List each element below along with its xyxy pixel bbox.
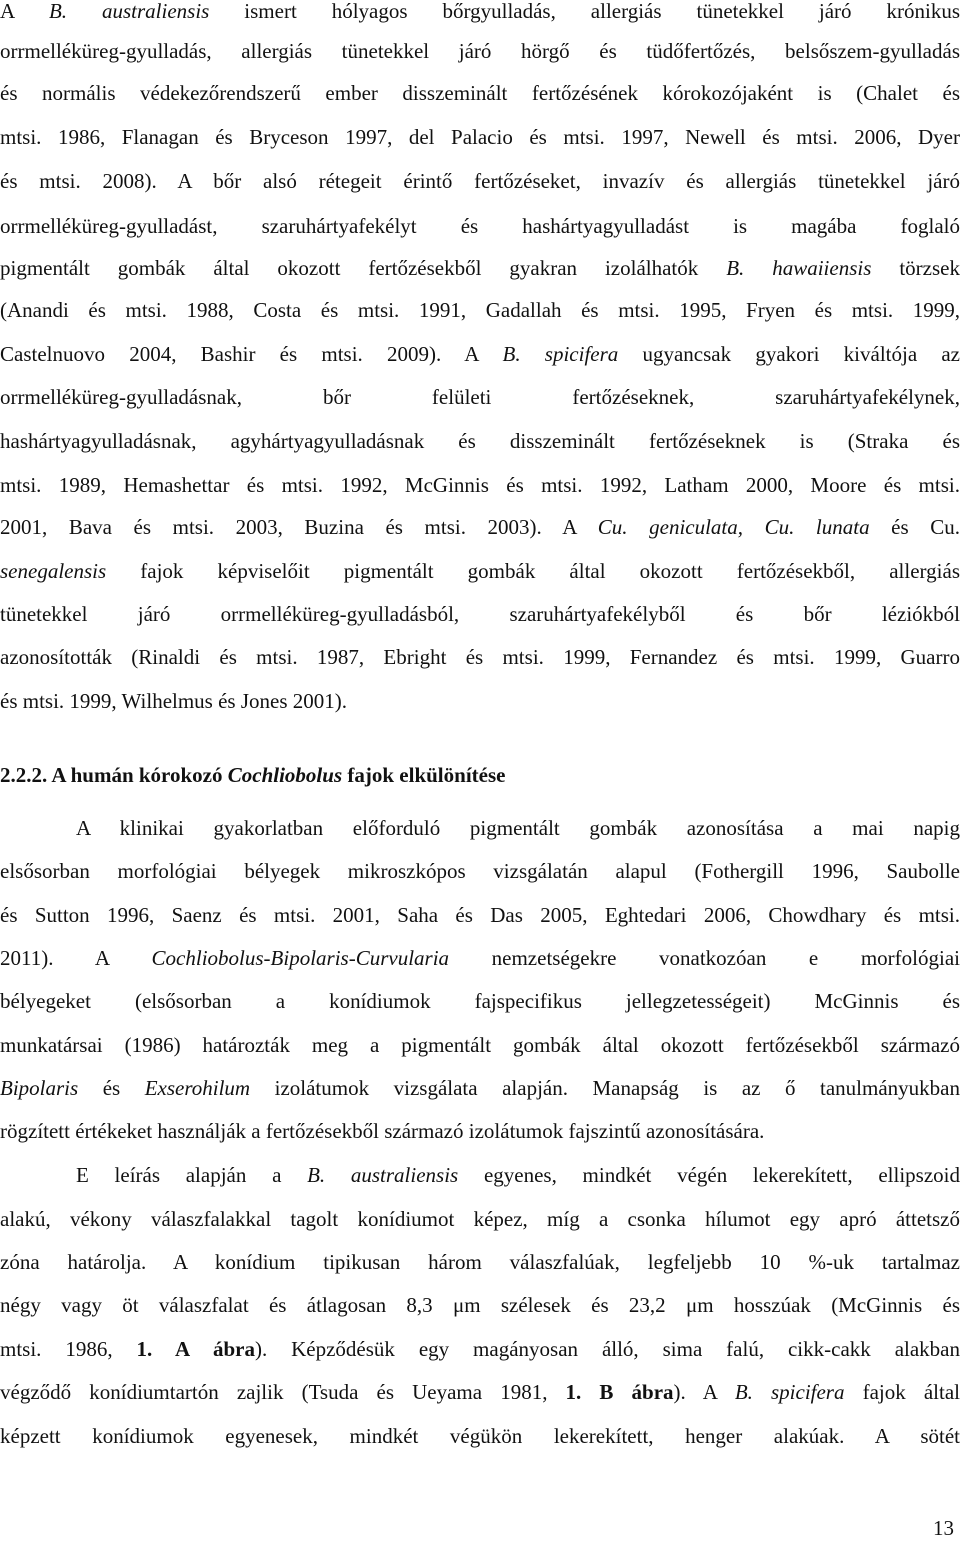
paragraph-line: elsősorban morfológiai bélyegek mikroszkópos vizsgálatán alapul (Fothergill 1996, Saubolle: [0, 859, 960, 883]
paragraph-line: 2011). A Cochliobolus-Bipolaris-Curvularia nemzetségekre vonatkozóan e morfológiai: [0, 946, 960, 970]
paragraph-line: senegalensis fajok képviselőit pigmentált gombák által okozott fertőzésekből, allergiás: [0, 559, 960, 583]
paragraph-line: A B. australiensis ismert hólyagos bőrgyulladás, allergiás tünetekkel járó krónikus: [0, 0, 960, 23]
paragraph-line: bélyegeket (elsősorban a konídiumok fajspecifikus jellegzetességeit) McGinnis és: [0, 989, 960, 1013]
paragraph-line: zóna határolja. A konídium tipikusan három válaszfalúak, legfeljebb 10 %-uk tartalmaz: [0, 1250, 960, 1274]
paragraph-line: rögzített értékeket használják a fertőzésekből származó izolátumok fajszintű azonosítására.: [0, 1119, 765, 1143]
paragraph-line: (Anandi és mtsi. 1988, Costa és mtsi. 1991, Gadallah és mtsi. 1995, Fryen és mtsi. 1999,: [0, 298, 960, 322]
paragraph-line: végződő konídiumtartón zajlik (Tsuda és Ueyama 1981, 1. B ábra). A B. spicifera fajok által: [0, 1380, 960, 1404]
paragraph-line: mtsi. 1989, Hemashettar és mtsi. 1992, McGinnis és mtsi. 1992, Latham 2000, Moore és mtsi.: [0, 473, 960, 497]
paragraph-line: orrmelléküreg-gyulladásnak, bőr felületi fertőzéseknek, szaruhártyafekélynek,: [0, 385, 960, 409]
paragraph-line: orrmelléküreg-gyulladás, allergiás tünetekkel járó hörgő és tüdőfertőzés, belsőszem-gyulladás: [0, 39, 960, 63]
paragraph-line: és normális védekezőrendszerű ember disszeminált fertőzésének kórokozójaként is (Chalet és: [0, 81, 960, 105]
section-heading: 2.2.2. A humán kórokozó Cochliobolus fajok elkülönítése: [0, 763, 506, 787]
paragraph-line: A klinikai gyakorlatban előforduló pigmentált gombák azonosítása a mai napig: [76, 816, 960, 840]
paragraph-line: és mtsi. 2008). A bőr alsó rétegeit érintő fertőzéseket, invazív és allergiás tünetekkel járó: [0, 169, 960, 193]
paragraph-line: E leírás alapján a B. australiensis egyenes, mindkét végén lekerekített, ellipszoid: [76, 1163, 960, 1187]
paragraph-line: alakú, vékony válaszfalakkal tagolt konídiumot képez, míg a csonka hílumot egy apró áttetsző: [0, 1207, 960, 1231]
paragraph-line: képzett konídiumok egyenesek, mindkét végükön lekerekített, henger alakúak. A sötét: [0, 1424, 960, 1448]
paragraph-line: mtsi. 1986, 1. A ábra). Képződésük egy magányosan álló, sima falú, cikk-cakk alakban: [0, 1337, 960, 1361]
paragraph-line: Castelnuovo 2004, Bashir és mtsi. 2009). A B. spicifera ugyancsak gyakori kiváltója az: [0, 342, 960, 366]
paragraph-line: pigmentált gombák által okozott fertőzésekből gyakran izolálhatók B. hawaiiensis törzsek: [0, 256, 960, 280]
paragraph-line: és mtsi. 1999, Wilhelmus és Jones 2001).: [0, 689, 348, 713]
paragraph-line: tünetekkel járó orrmelléküreg-gyulladásból, szaruhártyafekélyből és bőr léziókból: [0, 602, 960, 626]
paragraph-line: és Sutton 1996, Saenz és mtsi. 2001, Saha és Das 2005, Eghtedari 2006, Chowdhary és mtsi.: [0, 903, 960, 927]
paragraph-line: azonosították (Rinaldi és mtsi. 1987, Ebright és mtsi. 1999, Fernandez és mtsi. 1999, Guarro: [0, 645, 960, 669]
paragraph-line: mtsi. 1986, Flanagan és Bryceson 1997, del Palacio és mtsi. 1997, Newell és mtsi. 2006, Dyer: [0, 125, 960, 149]
paragraph-line: Bipolaris és Exserohilum izolátumok vizsgálata alapján. Manapság is az ő tanulmányukban: [0, 1076, 960, 1100]
paragraph-line: 2001, Bava és mtsi. 2003, Buzina és mtsi. 2003). A Cu. geniculata, Cu. lunata és Cu.: [0, 515, 960, 539]
paragraph-line: hashártyagyulladásnak, agyhártyagyulladásnak és disszeminált fertőzéseknek is (Straka és: [0, 429, 960, 453]
paragraph-line: négy vagy öt válaszfalat és átlagosan 8,3 μm szélesek és 23,2 μm hosszúak (McGinnis és: [0, 1293, 960, 1317]
paragraph-line: orrmelléküreg-gyulladást, szaruhártyafekélyt és hashártyagyulladást is magába foglaló: [0, 214, 960, 238]
page-number: 13: [933, 1516, 954, 1540]
paragraph-line: munkatársai (1986) határozták meg a pigmentált gombák által okozott fertőzésekből származó: [0, 1033, 960, 1057]
